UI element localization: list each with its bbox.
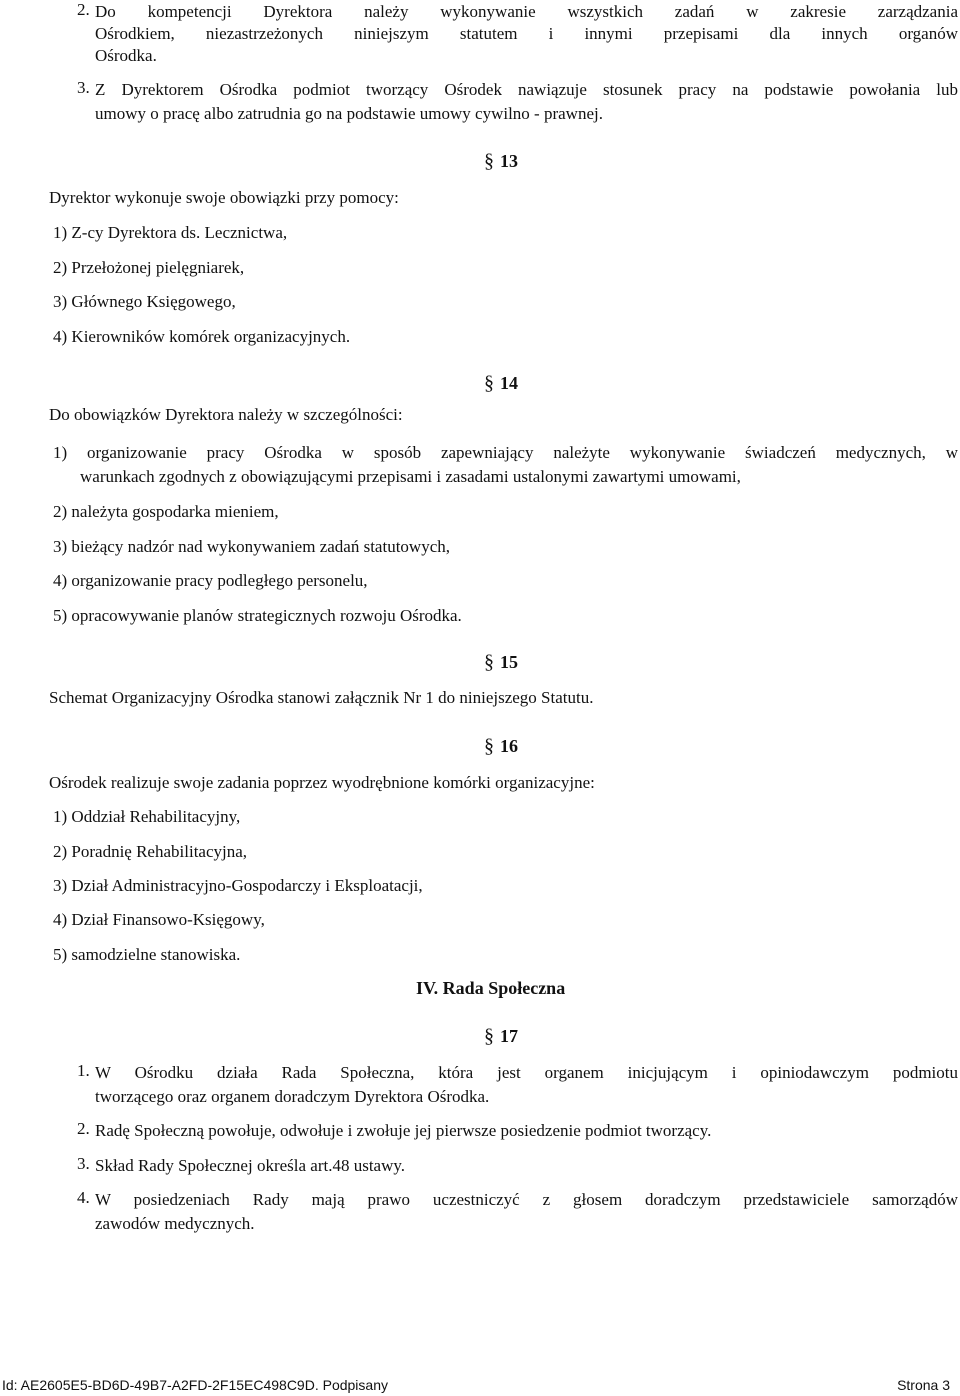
list-number: 3. <box>77 1154 90 1173</box>
page-number: Strona 3 <box>897 1377 950 1393</box>
list-item-text: Skład Rady Społecznej określa art.48 ustawy. <box>95 1156 406 1175</box>
list-item: 4) organizowanie pracy podległego personelu, <box>53 571 368 590</box>
list-item-text: tworzącego oraz organem doradczym Dyrektora Ośrodka. <box>95 1087 490 1106</box>
section-intro: Do obowiązków Dyrektora należy w szczególności: <box>49 405 403 424</box>
list-item: 5) samodzielne stanowiska. <box>53 945 241 964</box>
list-item-text: zawodów medycznych. <box>95 1214 255 1233</box>
section-intro: Dyrektor wykonuje swoje obowiązki przy pomocy: <box>49 188 399 207</box>
list-item: 1) Oddział Rehabilitacyjny, <box>53 807 241 826</box>
list-item: 4) Kierowników komórek organizacyjnych. <box>53 327 351 346</box>
section-heading <box>484 372 518 395</box>
document-id: Id: AE2605E5-BD6D-49B7-A2FD-2F15EC498C9D. Podpisany <box>2 1377 388 1393</box>
section-heading <box>484 651 518 674</box>
section-heading <box>484 1025 518 1048</box>
list-item-text: umowy o pracę albo zatrudnia go na podstawie umowy cywilno - prawnej. <box>95 104 603 123</box>
section-heading <box>484 150 518 173</box>
list-item-text: Ośrodka. <box>95 46 157 65</box>
list-number: 2. <box>77 1119 90 1138</box>
chapter-heading: IV. Rada Społeczna <box>416 978 566 998</box>
list-number: 4. <box>77 1188 90 1207</box>
paragraph-symbol: § <box>484 1025 494 1047</box>
section-number: 17 <box>500 1026 518 1046</box>
list-item: 2) Poradnię Rehabilitacyjna, <box>53 842 248 861</box>
list-item: 5) opracowywanie planów strategicznych rozwoju Ośrodka. <box>53 606 462 625</box>
list-item: 3) Głównego Księgowego, <box>53 292 236 311</box>
list-item: 1) Z-cy Dyrektora ds. Lecznictwa, <box>53 223 288 242</box>
list-item: 3) Dział Administracyjno-Gospodarczy i Eksploatacji, <box>53 876 423 895</box>
list-item-text: W Ośrodku działa Rada Społeczna, która jest organem inicjującym i opiniodawczym podmiotu <box>95 1063 958 1082</box>
section-number: 15 <box>500 652 518 672</box>
paragraph-symbol: § <box>484 651 494 673</box>
list-item: 4) Dział Finansowo-Księgowy, <box>53 910 265 929</box>
section-heading <box>484 735 518 758</box>
paragraph-symbol: § <box>484 150 494 172</box>
list-item-continuation: warunkach zgodnych z obowiązującymi przepisami i zasadami ustalonymi zawartymi umowami, <box>80 467 741 486</box>
list-item: 3) bieżący nadzór nad wykonywaniem zadań statutowych, <box>53 537 450 556</box>
section-number: 13 <box>500 151 518 171</box>
list-item: 2) należyta gospodarka mieniem, <box>53 502 279 521</box>
list-item: 2) Przełożonej pielęgniarek, <box>53 258 245 277</box>
list-item-text: Radę Społeczną powołuje, odwołuje i zwołuje jej pierwsze posiedzenie podmiot tworzący. <box>95 1121 712 1140</box>
section-intro: Ośrodek realizuje swoje zadania poprzez wyodrębnione komórki organizacyjne: <box>49 773 595 792</box>
section-number: 14 <box>500 373 518 393</box>
section-number: 16 <box>500 736 518 756</box>
section-text: Schemat Organizacyjny Ośrodka stanowi załącznik Nr 1 do niniejszego Statutu. <box>49 688 594 707</box>
list-item-text: W posiedzeniach Rady mają prawo uczestniczyć z głosem doradczym przedstawiciele samorządów <box>95 1190 958 1209</box>
list-item-text: Z Dyrektorem Ośrodka podmiot tworzący Ośrodek nawiązuje stosunek pracy na podstawie powołania lub <box>95 80 958 99</box>
list-item-text: Do kompetencji Dyrektora należy wykonywanie wszystkich zadań w zakresie zarządzania <box>95 2 958 21</box>
list-item: 1) organizowanie pracy Ośrodka w sposób zapewniający należyte wykonywanie świadczeń medycznych, w <box>53 443 958 462</box>
paragraph-symbol: § <box>484 372 494 394</box>
list-number: 3. <box>77 78 90 97</box>
list-item-text: Ośrodkiem, niezastrzeżonych niniejszym statutem i innymi przepisami dla innych organów <box>95 24 958 43</box>
list-number: 1. <box>77 1061 90 1080</box>
paragraph-symbol: § <box>484 735 494 757</box>
list-number: 2. <box>77 0 90 19</box>
